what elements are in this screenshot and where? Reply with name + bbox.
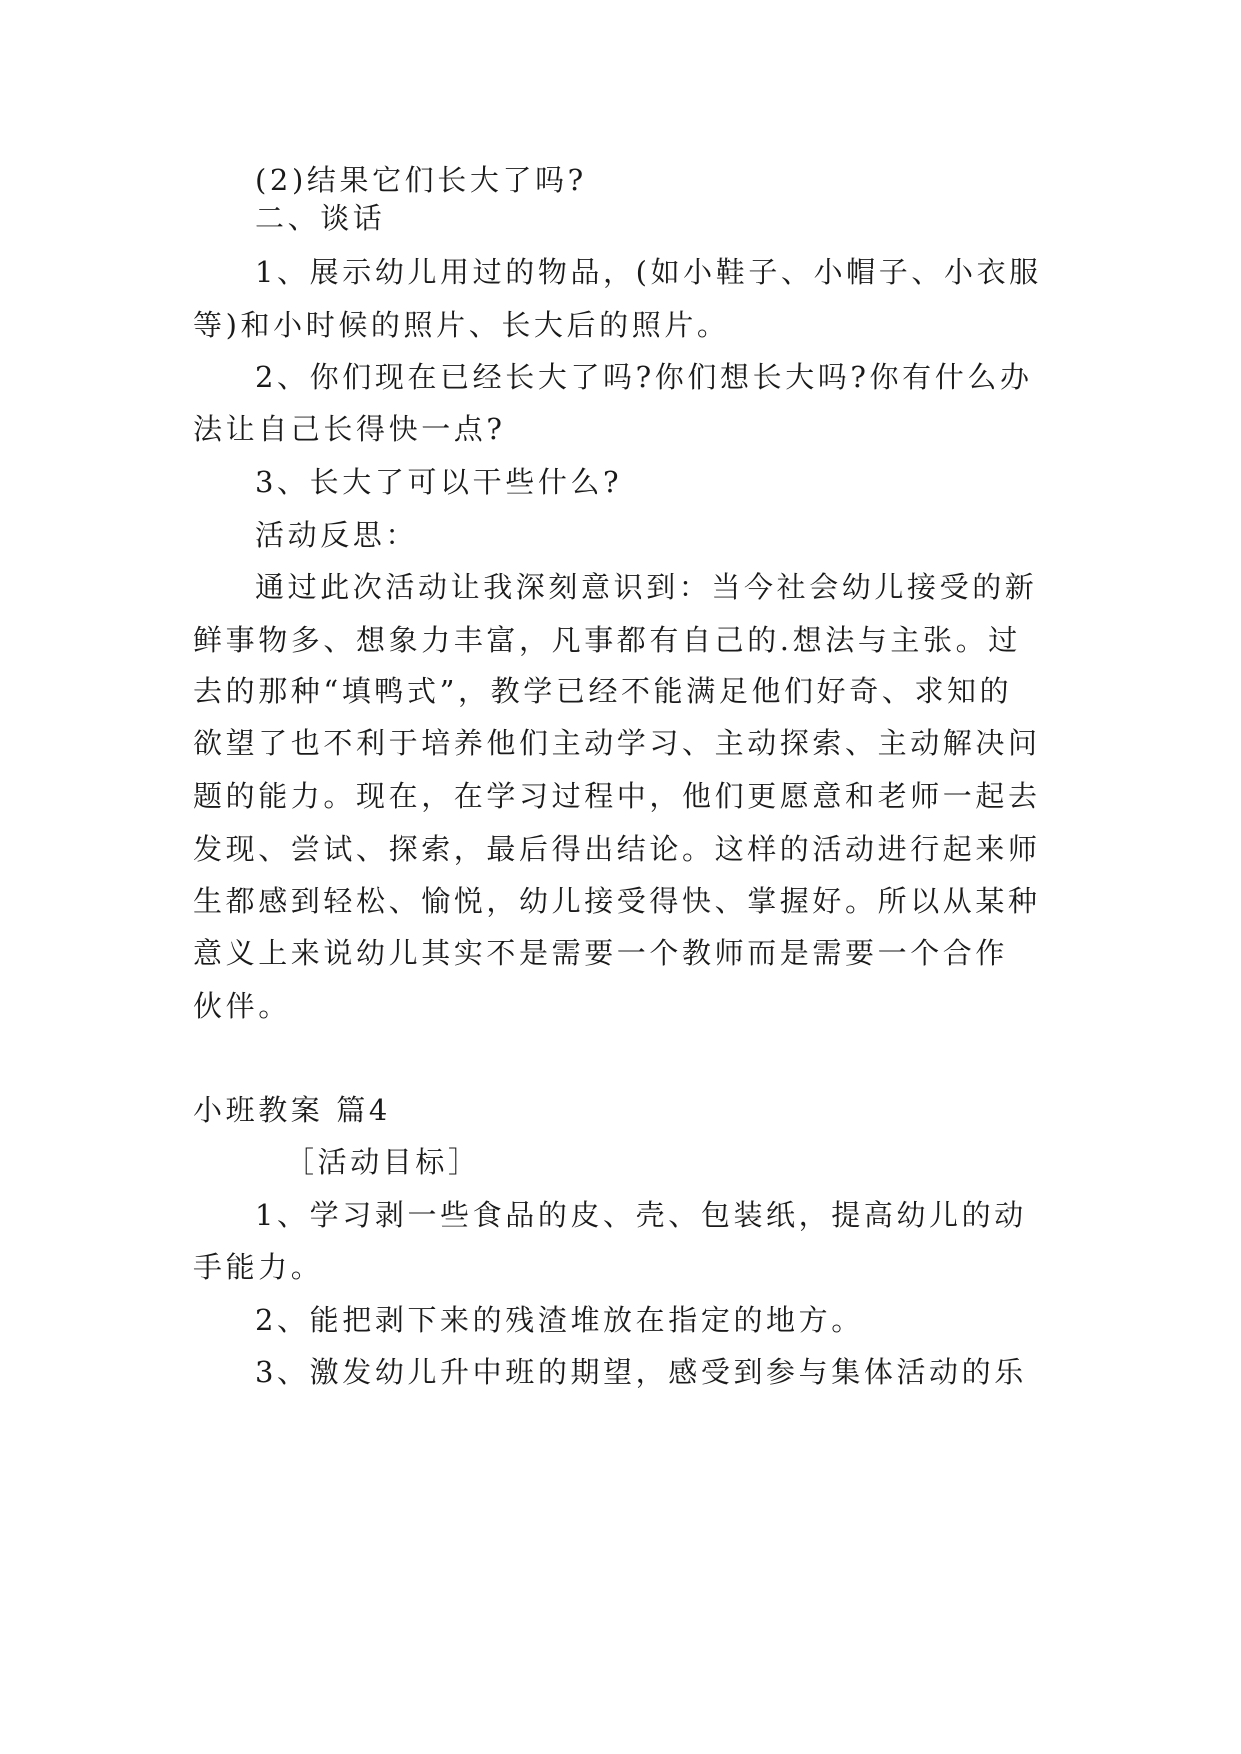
section-heading: 二、谈话 [255,201,386,235]
text-line: 欲望了也不利于培养他们主动学习、主动探索、主动解决问 [193,726,1041,760]
text-line: 意义上来说幼儿其实不是需要一个教师而是需要一个合作 [193,936,1009,970]
text-line: 2、你们现在已经长大了吗?你们想长大吗?你有什么办 [255,360,1033,394]
text-line: 3、激发幼儿升中班的期望，感受到参与集体活动的乐 [255,1355,1027,1389]
text-line: 手能力。 [193,1250,324,1284]
text-line: 3、长大了可以干些什么? [255,465,623,499]
section-heading: ［活动目标］ [285,1145,481,1179]
text-line: 去的那种“填鸭式”，教学已经不能满足他们好奇、求知的 [193,674,1013,708]
text-line: 1、学习剥一些食品的皮、壳、包装纸，提高幼儿的动 [255,1198,1027,1232]
text-line: 等)和小时候的照片、长大后的照片。 [193,308,730,342]
text-line: 通过此次活动让我深刻意识到：当今社会幼儿接受的新 [255,570,1038,604]
text-line: 生都感到轻松、愉悦，幼儿接受得快、掌握好。所以从某种 [193,884,1041,918]
text-line: 发现、尝试、探索，最后得出结论。这样的活动进行起来师 [193,832,1041,866]
text-line: (2)结果它们长大了吗? [255,163,587,197]
text-line: 法让自己长得快一点? [193,412,506,446]
text-line: 2、能把剥下来的残渣堆放在指定的地方。 [255,1303,864,1337]
text-line: 题的能力。现在，在学习过程中，他们更愿意和老师一起去 [193,779,1041,813]
text-line: 伙伴。 [193,989,291,1023]
section-title: 小班教案 篇4 [193,1093,391,1127]
text-line: 1、展示幼儿用过的物品，(如小鞋子、小帽子、小衣服 [255,255,1042,289]
text-line: 鲜事物多、想象力丰富，凡事都有自己的.想法与主张。过 [193,623,1021,657]
section-heading: 活动反思： [255,518,419,552]
